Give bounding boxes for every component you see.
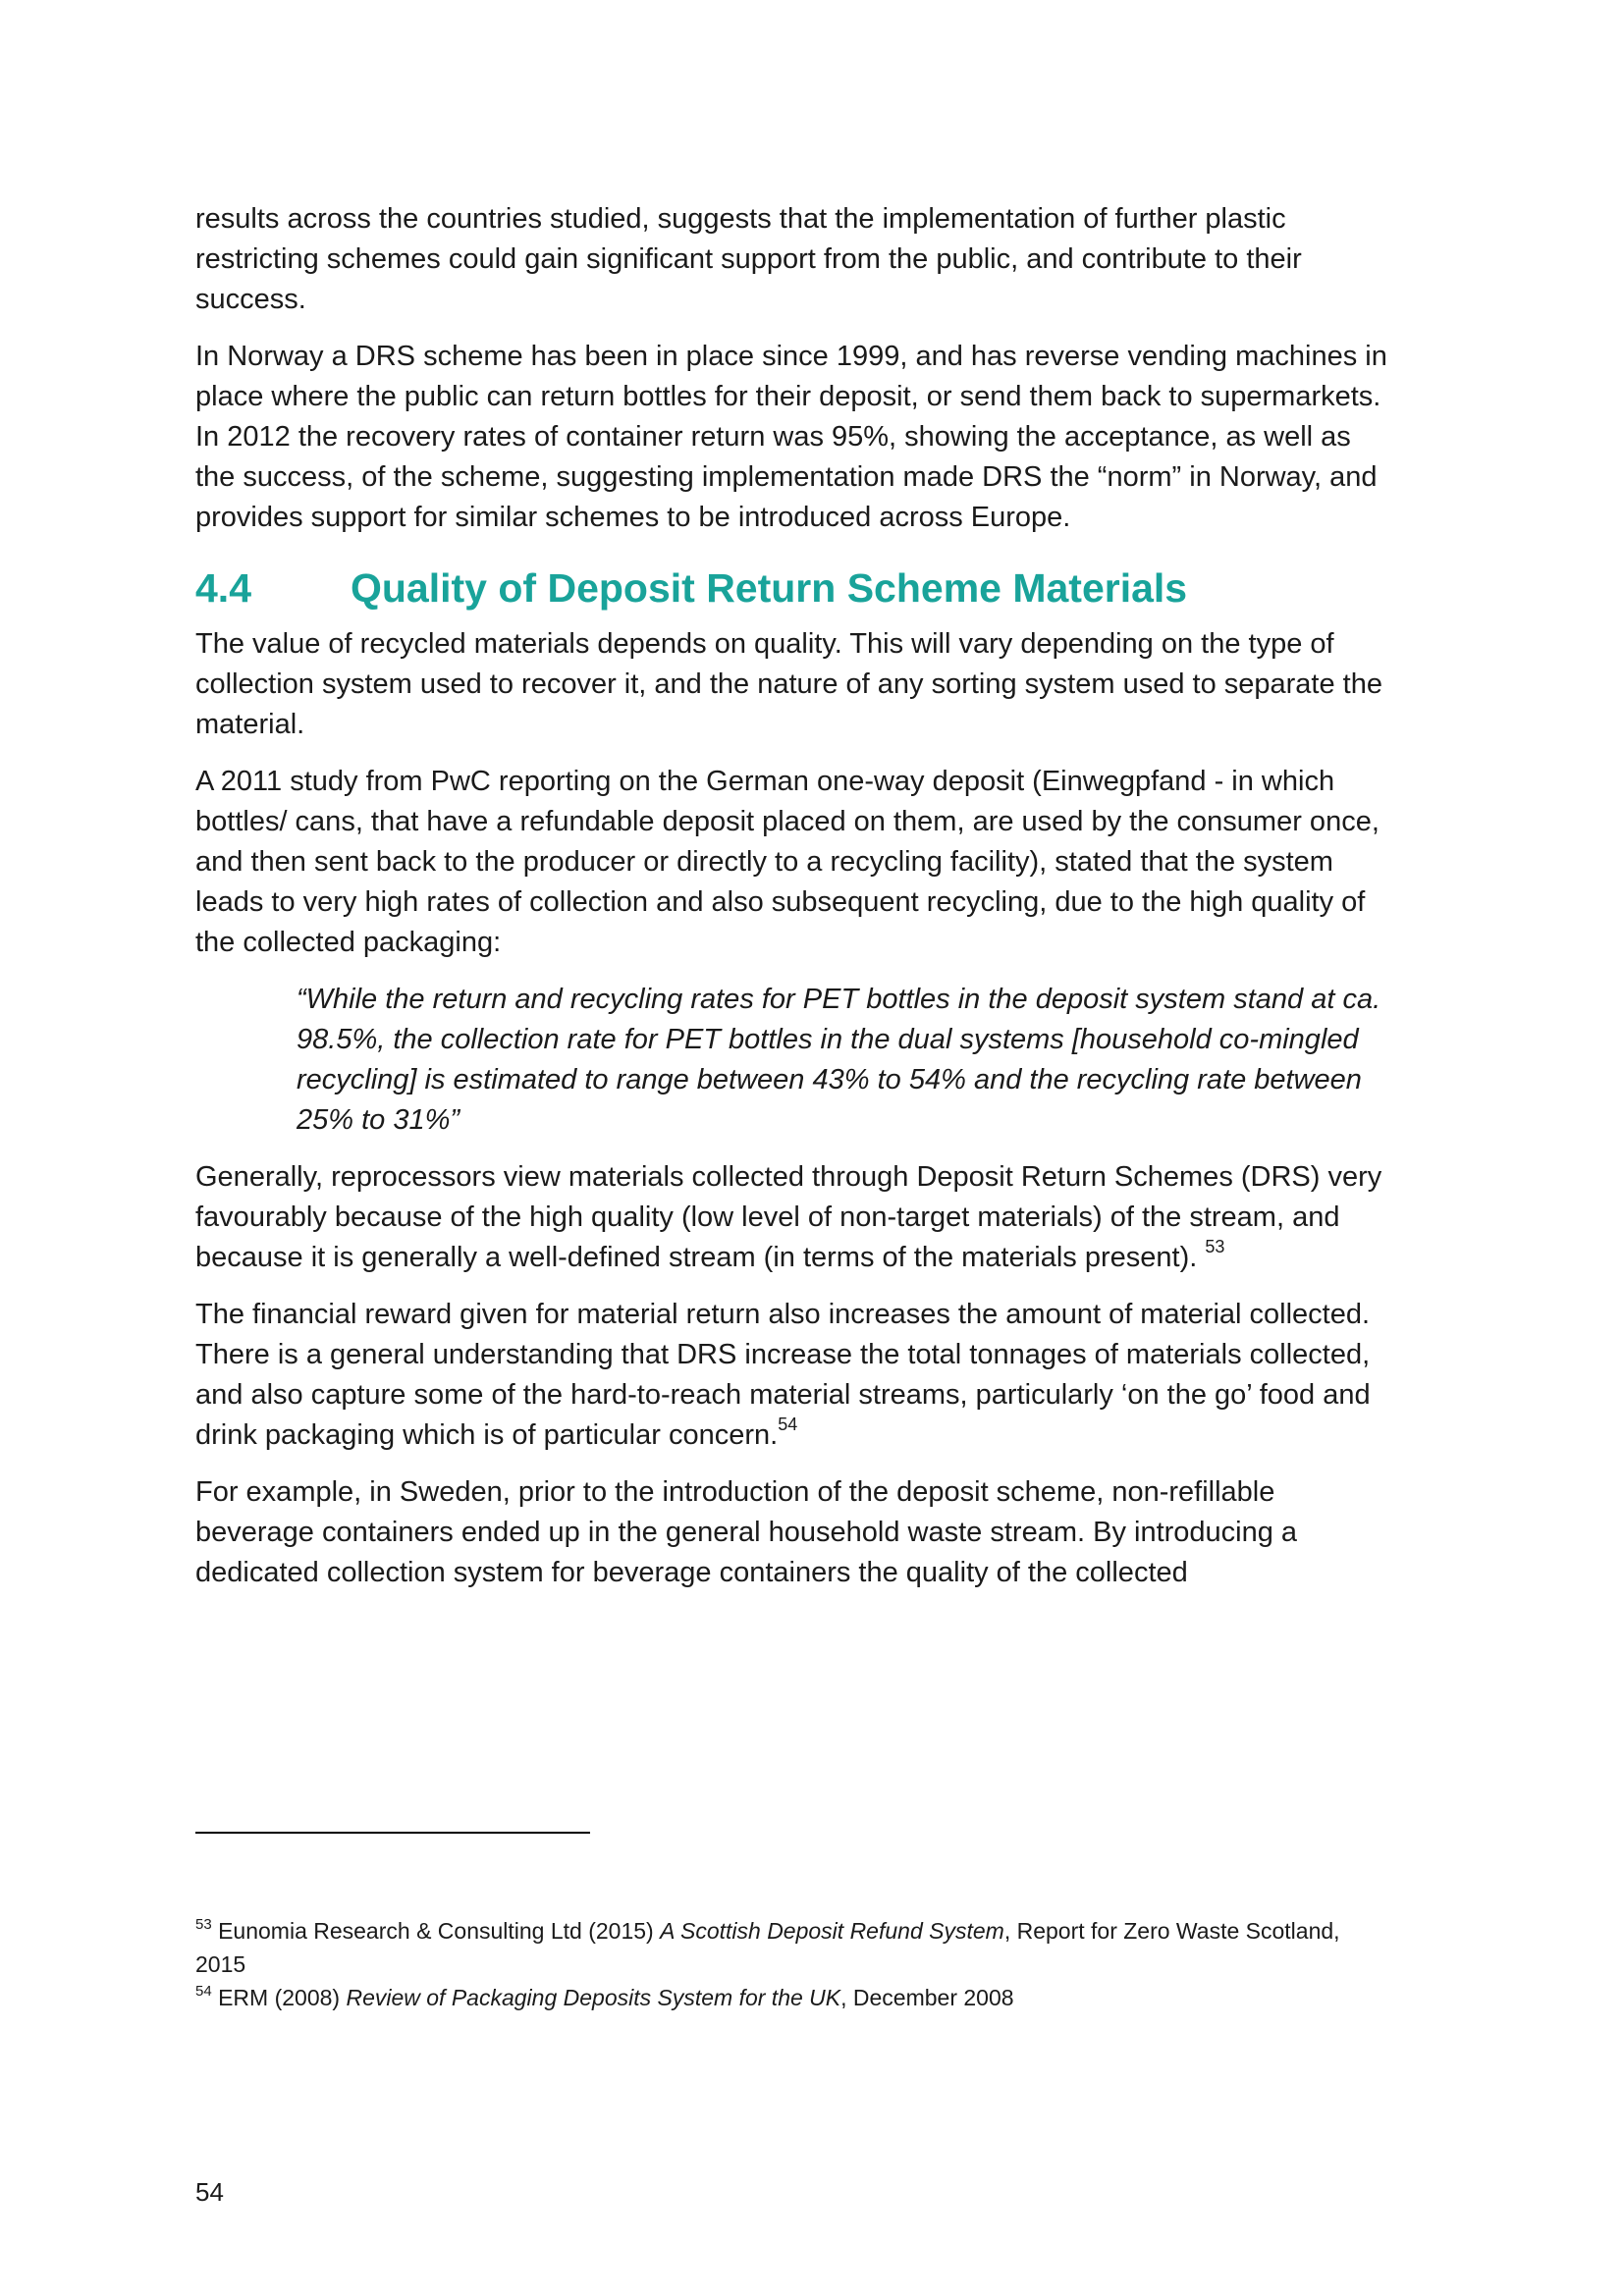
footnote-text: ERM (2008)	[218, 1985, 347, 2010]
paragraph-reprocessors-text: Generally, reprocessors view materials collected through Deposit Return Schemes (DRS) very favourably because of the high quality (low level of non-target materials) of the stream, and because it is generally a well-defined stream (in terms of the materials present).	[195, 1161, 1382, 1273]
paragraph-financial-reward-text: The financial reward given for material return also increases the amount of material collected. There is a general understanding that DRS increase the total tonnages of materials collected, and also capture some of the hard-to-reach material streams, particularly ‘on the go’ food and drink packaging which is of particular concern.	[195, 1299, 1371, 1451]
paragraph-reprocessors	[195, 1157, 1393, 1278]
footnote-53	[195, 1914, 1393, 1981]
footnote-title: A Scottish Deposit Refund System	[660, 1918, 1004, 1944]
footnote-divider	[195, 1832, 590, 1834]
section-heading	[195, 563, 1393, 613]
footnote-number: 53	[195, 1916, 212, 1933]
footnotes	[195, 1914, 1393, 2014]
footnote-title: Review of Packaging Deposits System for the UK	[346, 1985, 841, 2010]
section-title: Quality of Deposit Return Scheme Materials	[351, 565, 1188, 611]
paragraph-norway-drs: In Norway a DRS scheme has been in place since 1999, and has reverse vending machines in place where the public can return bottles for their deposit, or send them back to supermarkets. In 2012 the recovery rates of container return was 95%, showing the acceptance, as well as the success, of the scheme, suggesting implementation made DRS the “norm” in Norway, and provides support for similar schemes to be introduced across Europe.	[195, 341, 1387, 533]
footnote-text: , Report for Zero Waste Scotland, 2015	[195, 1918, 1340, 1977]
paragraph-financial-reward	[195, 1295, 1393, 1456]
footnote-54	[195, 1981, 1393, 2014]
footnote-text: Eunomia Research & Consulting Ltd (2015)	[218, 1918, 661, 1944]
footnote-ref-53[interactable]: 53	[1205, 1237, 1225, 1256]
footnote-number: 54	[195, 1983, 212, 2000]
footnote-ref-54[interactable]: 54	[778, 1415, 798, 1434]
footnote-text: , December 2008	[840, 1985, 1014, 2010]
paragraph-sweden: For example, in Sweden, prior to the introduction of the deposit scheme, non-refillable beverage containers ended up in the general household waste stream. By introducing a dedicated collection system for beverage containers the quality of the collected	[195, 1476, 1298, 1588]
body-text	[195, 199, 1393, 1610]
paragraph-value-quality: The value of recycled materials depends on quality. This will vary depending on the type of collection system used to recover it, and the nature of any sorting system used to separate the material.	[195, 628, 1382, 740]
block-quote: “While the return and recycling rates for PET bottles in the deposit system stand at ca. 98.5%, the collection rate for PET bottles in the dual systems [household co-mingled recycling] is estimated to range between 43% to 54% and the recycling rate between 25% to 31%”	[297, 984, 1381, 1136]
page-number: 54	[195, 2177, 224, 2207]
section-number: 4.4	[195, 565, 251, 611]
paragraph-public-support: results across the countries studied, suggests that the implementation of further plastic restricting schemes could gain significant support from the public, and contribute to their success.	[195, 203, 1302, 315]
paragraph-pwc-study: A 2011 study from PwC reporting on the German one-way deposit (Einwegpfand - in which bottles/ cans, that have a refundable deposit placed on them, are used by the consumer once, and then sent back to the producer or directly to a recycling facility), stated that the system leads to very high rates of collection and also subsequent recycling, due to the high quality of the collected packaging:	[195, 766, 1380, 958]
